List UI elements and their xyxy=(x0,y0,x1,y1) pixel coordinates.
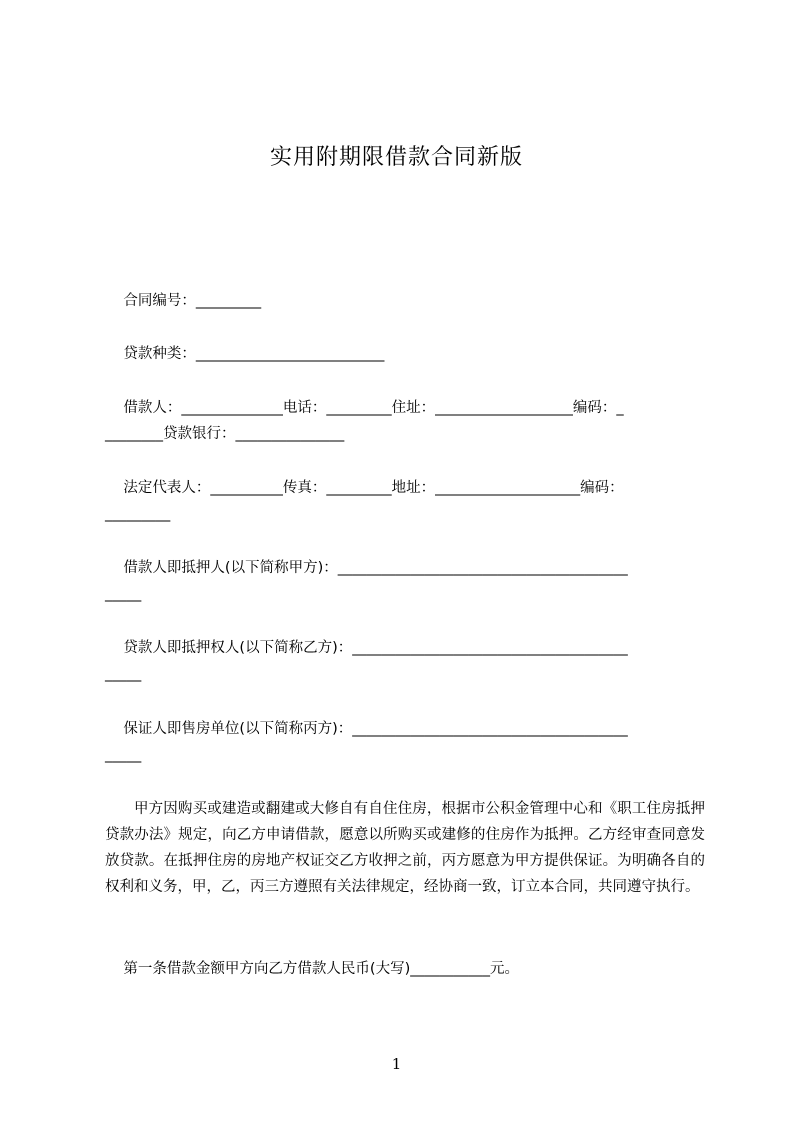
borrower-info-line-1: 借款人：______________电话：_________住址：___________________编码：_ xyxy=(105,400,624,416)
article-1: 第一条借款金额甲方向乙方借款人民币(大写)___________元。 xyxy=(105,961,519,977)
legal-rep-line-1: 法定代表人：__________传真：_________地址：____________________编码： xyxy=(105,480,624,496)
page-number: 1 xyxy=(391,1055,402,1073)
party-c-line-1: 保证人即售房单位(以下简称丙方)：______________________________________ xyxy=(105,721,628,737)
legal-rep-line-2: _________ xyxy=(105,506,171,522)
contract-number-field: 合同编号：_________ xyxy=(105,293,262,309)
document-title: 实用附期限借款合同新版 xyxy=(269,145,523,170)
loan-type-field: 贷款种类：__________________________ xyxy=(105,346,385,362)
party-c-line-2: _____ xyxy=(105,747,142,763)
party-a-line-2: _____ xyxy=(105,586,142,602)
borrower-info-line-2: ________贷款银行：_______________ xyxy=(105,426,345,442)
party-b-line-2: _____ xyxy=(105,666,142,682)
preamble-paragraph: 甲方因购买或建造或翻建或大修自有自住住房，根据市公积金管理中心和《职工住房抵押贷款办法》规定，向乙方申请借款，愿意以所购买或建修的住房作为抵押。乙方经审查同意发放贷款。在抵押住房的房地产权证交乙方收押之前，丙方愿意为甲方提供保证。为明确各自的权利和义务，甲，乙，丙三方遵照有关法律规定，经协商一致，订立本合同，共同遵守执行。 xyxy=(105,801,705,895)
party-b-line-1: 贷款人即抵押权人(以下简称乙方)：______________________________________ xyxy=(105,640,628,656)
party-a-line-1: 借款人即抵押人(以下简称甲方)：________________________________________ xyxy=(105,560,628,576)
